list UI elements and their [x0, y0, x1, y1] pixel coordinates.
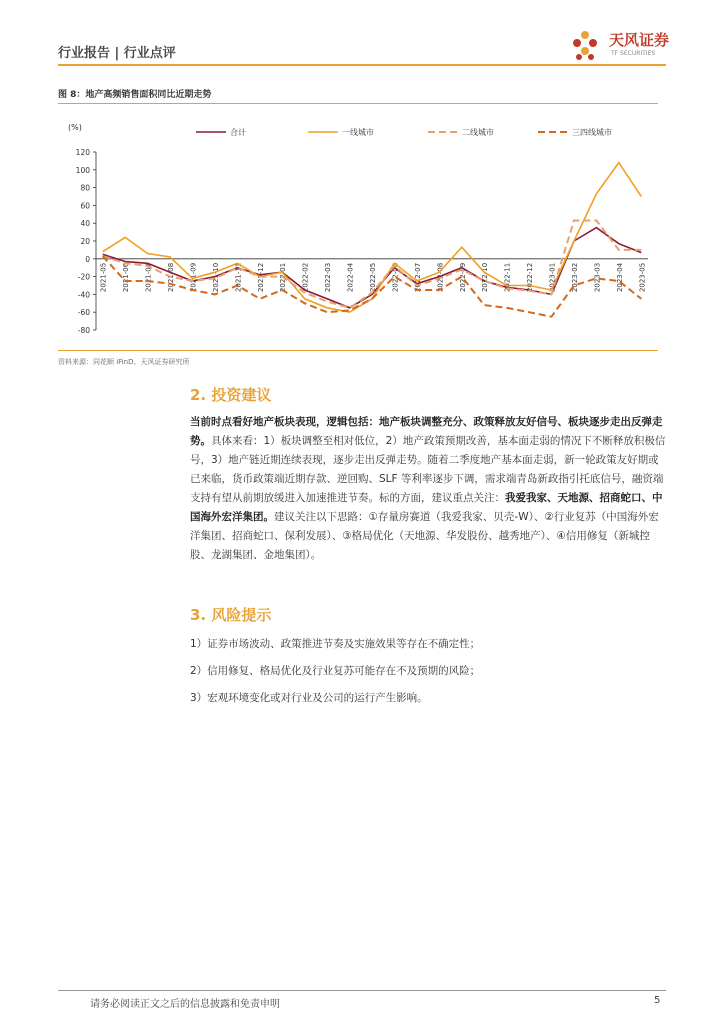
x-tick-label: 2022-08 [436, 262, 445, 293]
header-title: 行业报告 | 行业点评 [58, 46, 176, 61]
page-number: 5 [654, 995, 661, 1006]
legend-label: 合计 [230, 128, 246, 137]
x-tick-label: 2021-08 [167, 262, 176, 293]
x-tick-label: 2022-09 [458, 262, 467, 293]
investment-paragraph [190, 413, 668, 565]
logo-name: 天风证券 [609, 31, 670, 49]
x-tick-label: 2022-02 [301, 262, 310, 293]
legend-label: 一线城市 [342, 128, 374, 137]
x-tick-label: 2021-07 [144, 262, 153, 293]
footer-disclaimer: 请务必阅读正文之后的信息披露和免责申明 [90, 999, 280, 1010]
x-tick-label: 2021-11 [234, 262, 243, 293]
risk-item: 3）宏观环境变化或对行业及公司的运行产生影响。 [190, 692, 428, 704]
y-tick-label: -60 [77, 308, 90, 318]
y-tick-label: 0 [85, 254, 90, 264]
x-tick-label: 2021-09 [189, 262, 198, 293]
x-tick-label: 2023-03 [593, 262, 602, 293]
x-tick-label: 2022-10 [481, 262, 490, 293]
section-title-risk: 3. 风险提示 [190, 606, 272, 624]
x-tick-label: 2022-05 [369, 262, 377, 293]
logo-name-en: TF SECURITIES [611, 50, 656, 57]
y-tick-label: 60 [80, 201, 90, 211]
x-tick-label: 2021-05 [99, 262, 108, 293]
risk-item: 2）信用修复、格局优化及行业复苏可能存在不及预期的风险； [190, 665, 481, 677]
y-tick-label: -20 [77, 272, 90, 282]
y-tick-label: 120 [75, 148, 90, 157]
x-tick-label: 2023-01 [548, 262, 557, 293]
x-tick-label: 2022-03 [324, 262, 333, 293]
y-axis-label: (%) [68, 123, 82, 132]
legend-label: 三四线城市 [572, 128, 612, 137]
x-tick-label: 2021-10 [211, 262, 220, 293]
x-tick-label: 2022-12 [526, 262, 535, 293]
x-tick-label: 2023-02 [570, 262, 579, 293]
investment-ideas: 建议关注以下思路：①存量房赛道（我爱我家、贝壳-W）、②行业复苏（中国海外宏洋集团、招商蛇口、保利发展）、③格局优化（天地源、华发股份、越秀地产）、④信用修复（新城控股、龙湖集团、金地集团）。 [190, 511, 659, 561]
section-title-investment: 2. 投资建议 [190, 386, 272, 404]
x-tick-label: 2022-04 [346, 262, 355, 293]
figure-source: 资料来源：同花顺 iFinD、天风证券研究所 [58, 358, 190, 366]
y-tick-label: -80 [77, 326, 90, 335]
y-tick-label: 40 [80, 219, 90, 229]
risk-item: 1）证券市场波动、政策推进节奏及实施效果等存在不确定性； [190, 638, 481, 650]
investment-bold-lead: 当前时点看好地产板块表现，逻辑包括：地产板块调整充分、政策释放友好信号、板块逐步走出反弹走势。 [190, 416, 663, 447]
x-tick-label: 2023-05 [638, 262, 647, 293]
investment-text: 具体来看：1）板块调整至相对低位，2）地产政策预期改善，基本面走弱的情况下不断释放积极信号，3）地产链近期连续表现，逐步走出反弹走势。随着二季度地产基本面走弱，新一轮政策友好期或已来临，货币政策端近期存款、逆回购、SLF 等利率逐步下调，需求端青岛新政指引托底信号，融资端支持有望从前期放缓进入加速推进节奏。标的方面，建议重点关注： [190, 435, 666, 504]
footer-divider [58, 990, 666, 991]
x-tick-label: 2022-06 [391, 262, 400, 293]
figure-title: 图 8：地产高频销售面积同比近期走势 [58, 90, 212, 100]
figure-divider-top [58, 103, 658, 104]
x-tick-label: 2021-06 [122, 262, 131, 293]
investment-picks: 我爱我家、天地源、招商蛇口、中国海外宏洋集团。 [190, 492, 663, 523]
y-tick-label: 80 [80, 183, 90, 193]
x-tick-label: 2022-11 [503, 262, 512, 293]
line-chart [58, 110, 658, 346]
x-tick-label: 2023-04 [615, 262, 624, 293]
x-tick-label: 2022-01 [279, 262, 288, 293]
figure-divider-bottom [58, 350, 658, 351]
x-tick-label: 2021-12 [256, 262, 265, 293]
y-tick-label: -40 [77, 290, 90, 300]
x-tick-label: 2022-07 [413, 262, 422, 293]
legend-label: 二线城市 [462, 128, 494, 137]
y-tick-label: 100 [75, 165, 90, 175]
header-divider [58, 64, 666, 66]
y-tick-label: 20 [80, 237, 90, 246]
